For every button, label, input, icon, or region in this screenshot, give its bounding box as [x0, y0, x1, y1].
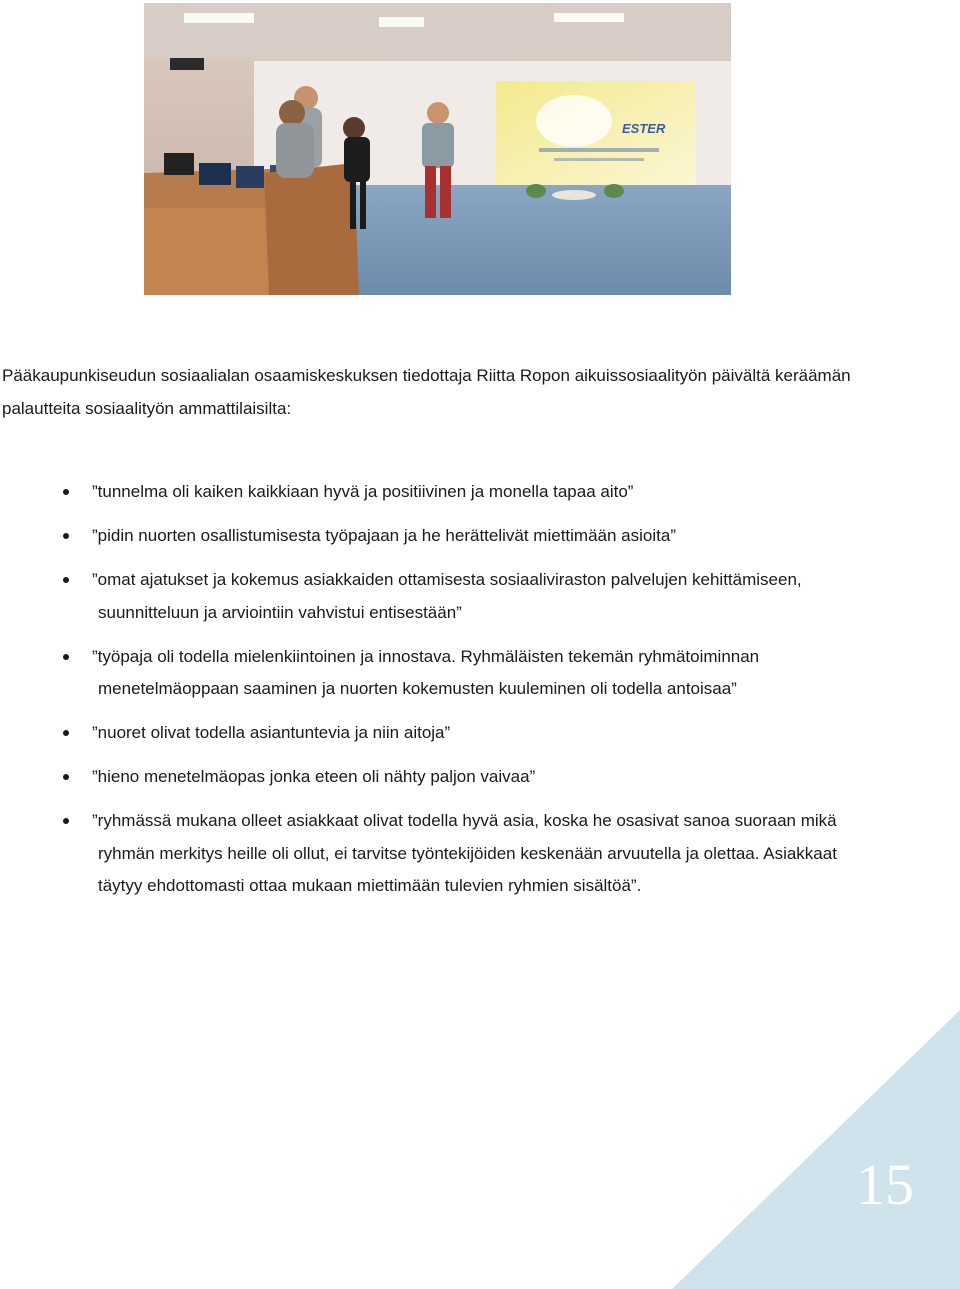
list-item-text: ”hieno menetelmäopas jonka eteen oli nähty paljon vaivaa” [92, 767, 536, 786]
list-item-text: ”pidin nuorten osallistumisesta työpajaan ja he herättelivät miettimään asioita” [92, 526, 676, 545]
list-item-text: ”nuoret olivat todella asiantuntevia ja niin aitoja” [92, 723, 451, 742]
list-item-text: ”omat ajatukset ja kokemus asiakkaiden ottamisesta sosiaaliviraston palvelujen kehittämiseen, suunnitteluun ja arviointiin vahvistui entisestään” [92, 570, 802, 622]
intro-paragraph: Pääkaupunkiseudun sosiaalialan osaamiskeskuksen tiedottaja Riitta Ropon aikuissosiaalityön päivältä keräämän palautteita sosiaalityön ammattilaisilta: [2, 366, 851, 418]
page-number: 15 [856, 1152, 914, 1217]
slide-logo-text: ESTER [622, 121, 666, 136]
list-item-text: ”ryhmässä mukana olleet asiakkaat olivat todella hyvä asia, koska he osasivat sanoa suoraan mikä ryhmän merkitys heille oli ollut, ei tarvitse työntekijöiden keskenään arvuutella ja olettaa. Asiakkaat täytyy ehdottomasti ottaa mukaan miettimään tulevien ryhmien sisältöä”. [92, 811, 837, 895]
list-item-text: ”tunnelma oli kaiken kaikkiaan hyvä ja positiivinen ja monella tapaa aito” [92, 482, 634, 501]
list-item-text: ”työpaja oli todella mielenkiintoinen ja innostava. Ryhmäläisten tekemän ryhmätoiminnan menetelmäoppaan saaminen ja nuorten kokemusten kuuleminen oli todella antoisaa” [92, 646, 760, 698]
